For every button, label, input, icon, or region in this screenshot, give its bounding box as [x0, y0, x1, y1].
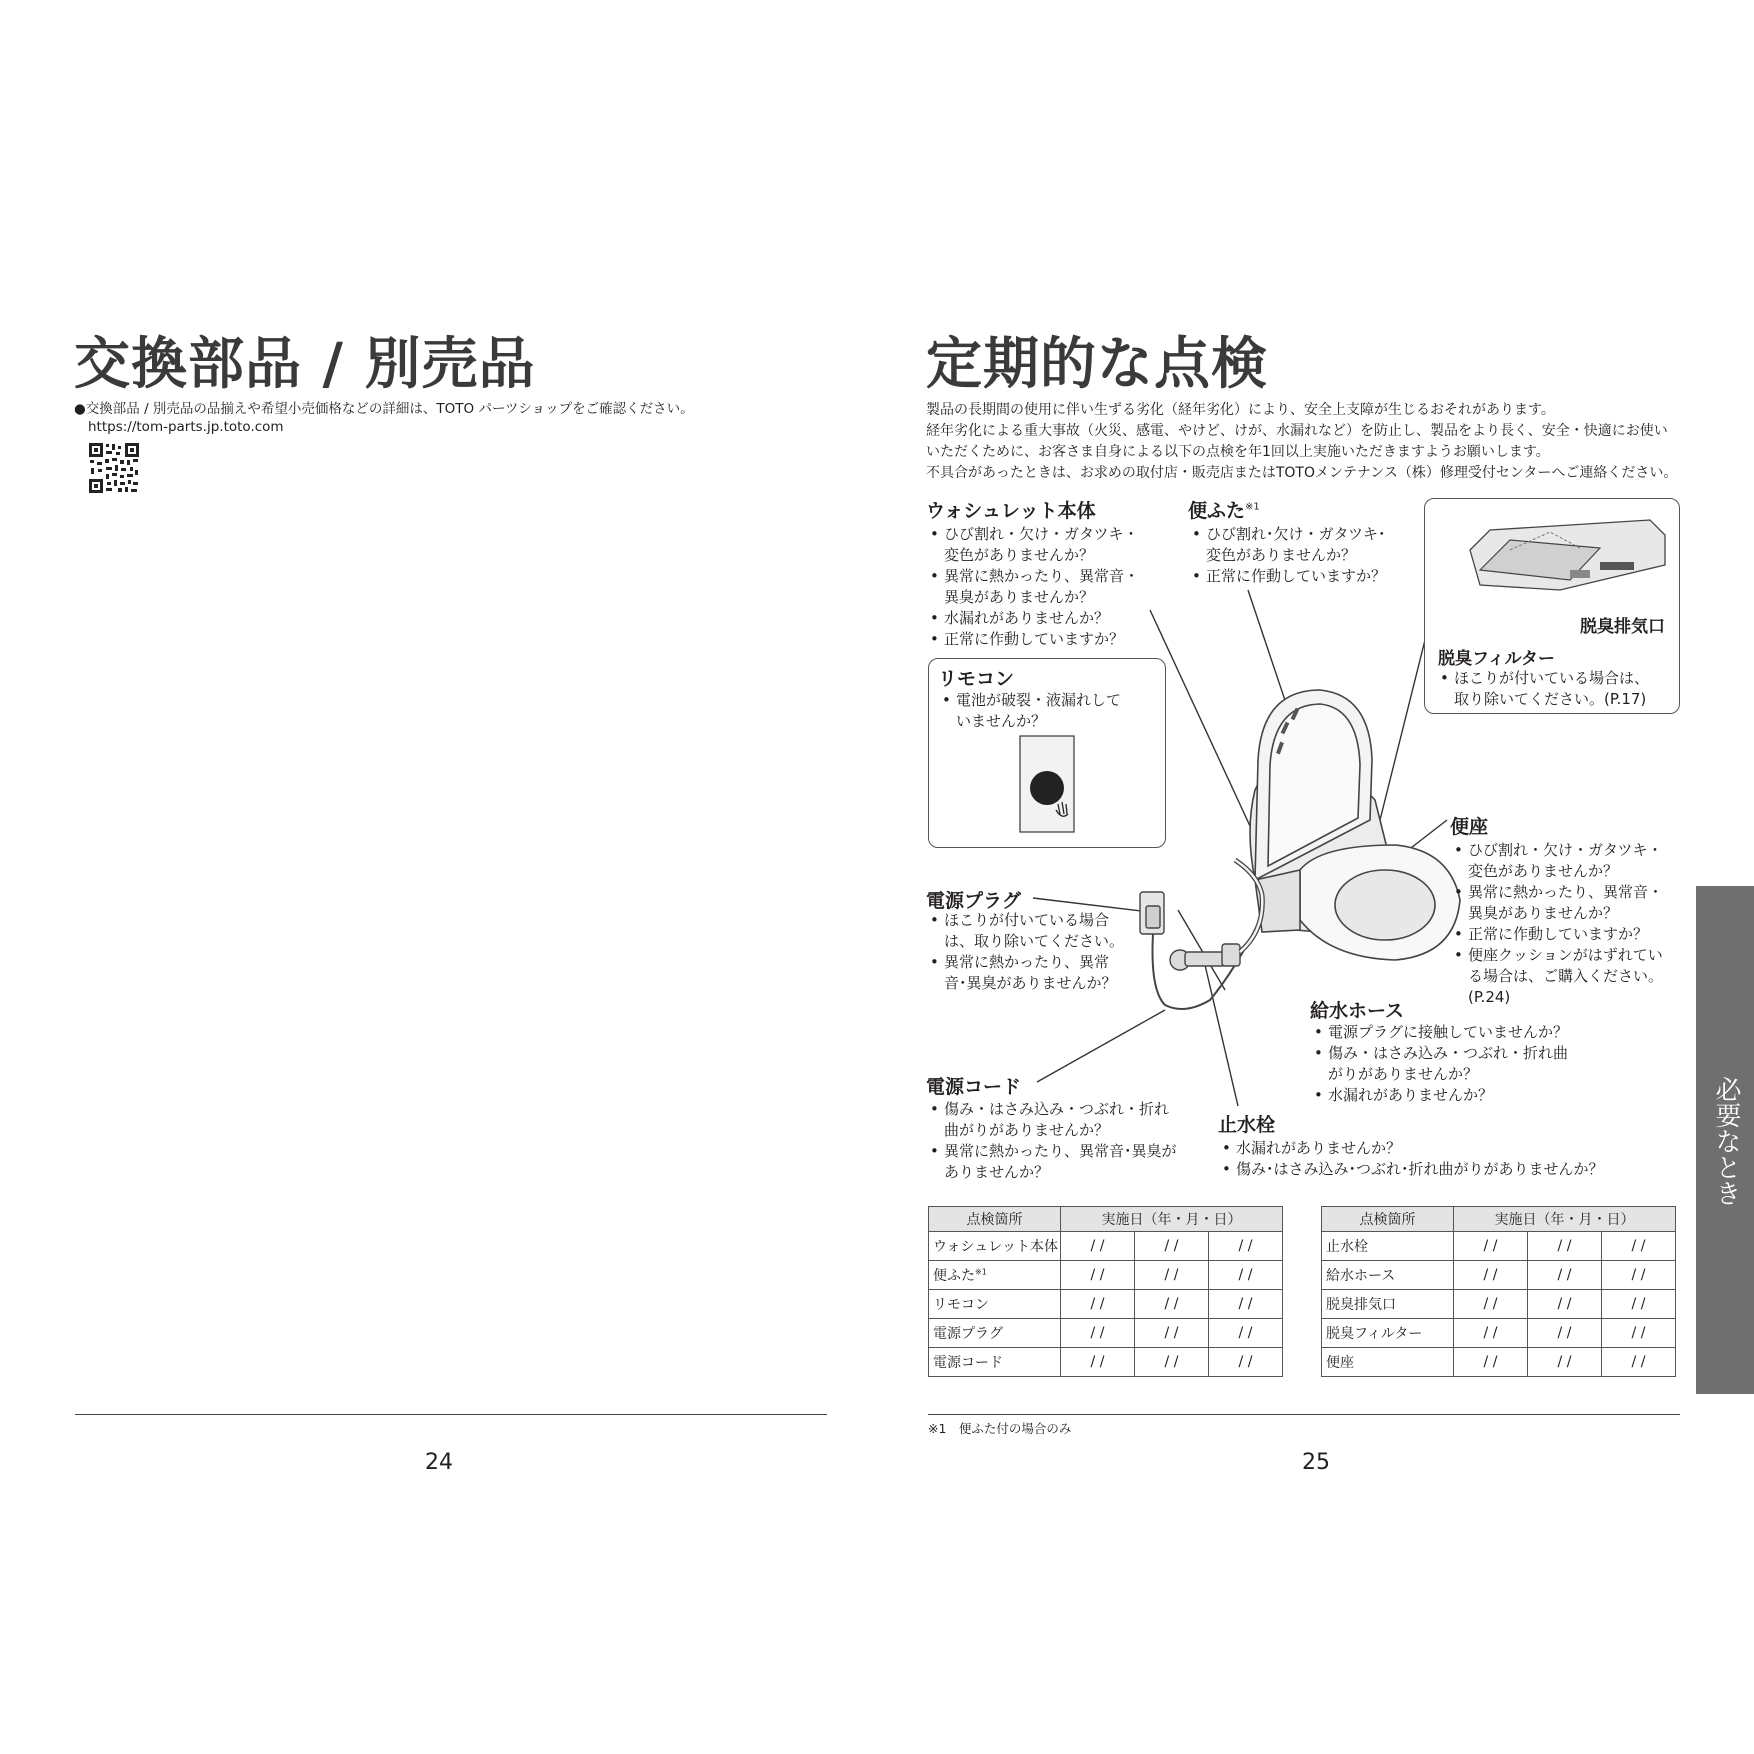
table-row: 給水ホース / / / / / /	[1322, 1261, 1676, 1290]
table-row: ウォシュレット本体 / / / / / /	[929, 1232, 1283, 1261]
qr-code-icon	[88, 442, 140, 494]
outlet-label: 脱臭排気口	[1580, 617, 1665, 637]
intro-text: 製品の長期間の使用に伴い生ずる劣化（経年劣化）により、安全上支障が生じるおそれがあります。 経年劣化による重大事故（火災、感電、やけど、けが、水漏れなど）を防止し、製品をより長く、安全・快適にお使い いただくために、お客さま自身による以下の点検を年1回以上実施いただきますようお願いします。 不具合があったときは、お求めの取付店・販売店またはTOTOメンテナンス（株）修理受付センターへご連絡ください。	[926, 402, 1678, 481]
plug-checklist: • ほこりが付いている場合 は、取り除いてください。 • 異常に熱かったり、異常 音･異臭がありませんか？	[928, 910, 1124, 994]
side-tab[interactable]	[1696, 886, 1754, 1394]
inspection-table-left: 点検箇所 実施日（年・月・日） ウォシュレット本体 / / / / / / 便ふた$^{※1}$ / / / / / / リモコン / / / / / / 電源プラグ / / / / / / 電源コード / / / / / /	[928, 1206, 1283, 1377]
table-row: 脱臭フィルター / / / / / /	[1322, 1319, 1676, 1348]
left-page-number: 24	[425, 1450, 453, 1475]
leader-hose	[1178, 910, 1225, 990]
valve-checklist: • 水漏れがありませんか？ • 傷み･はさみ込み･つぶれ･折れ曲がりがありませんか？	[1220, 1138, 1604, 1180]
plug-heading: 電源プラグ	[926, 890, 1022, 912]
leader-cord	[1037, 1010, 1165, 1082]
hose-heading: 給水ホース	[1310, 1000, 1405, 1022]
lid-footnote-mark: ※1	[1245, 501, 1260, 513]
washlet-checklist: • ひび割れ・欠け・ガタツキ・ 変色がありませんか？ • 異常に熱かったり、異常音・ 異臭がありませんか？ • 水漏れがありませんか？ • 正常に作動していますか？	[928, 524, 1139, 650]
table-row: 便ふた$^{※1}$ / / / / / /	[929, 1261, 1283, 1290]
footnote: ※1 便ふた付の場合のみ	[928, 1421, 1072, 1436]
right-page-number: 25	[1302, 1450, 1330, 1475]
seat-heading: 便座	[1450, 816, 1489, 838]
left-page-title: 交換部品 / 別売品	[74, 332, 536, 397]
table-row: 脱臭排気口 / / / / / /	[1322, 1290, 1676, 1319]
inspection-table-right: 点検箇所 実施日（年・月・日） 止水栓 / / / / / / 給水ホース / / / / / / 脱臭排気口 / / / / / / 脱臭フィルター / / / / / / 便座 / / / / / /	[1321, 1206, 1676, 1377]
seat-checklist: • ひび割れ・欠け・ガタツキ・ 変色がありませんか？ • 異常に熱かったり、異常音・ 異臭がありませんか？ • 正常に作動していますか？ • 便座クッションがはずれてい る場合は、ご購入ください。 (P.24)	[1452, 840, 1663, 1008]
washlet-heading: ウォシュレット本体	[926, 500, 1096, 522]
table-row: 電源コード / / / / / /	[929, 1348, 1283, 1377]
filter-heading: 脱臭フィルター	[1438, 649, 1555, 669]
table-row: リモコン / / / / / /	[929, 1290, 1283, 1319]
cord-checklist: • 傷み・はさみ込み・つぶれ・折れ 曲がりがありませんか？ • 異常に熱かったり、異常音･異臭が ありませんか？	[928, 1099, 1177, 1183]
hose-checklist: • 電源プラグに接触していませんか？ • 傷み・はさみ込み・つぶれ・折れ曲 がりがありませんか？ • 水漏れがありませんか？	[1312, 1022, 1568, 1106]
cord-heading: 電源コード	[926, 1076, 1022, 1098]
left-footer-rule	[75, 1414, 827, 1415]
filter-checklist: • ほこりが付いている場合は、 取り除いてください。(P.17)	[1438, 668, 1649, 710]
remote-heading: リモコン	[938, 668, 1015, 690]
lid-checklist: • ひび割れ･欠け・ガタツキ･ 変色がありませんか？ • 正常に作動していますか？	[1190, 524, 1386, 587]
parts-shop-url[interactable]: https://tom-parts.jp.toto.com	[88, 419, 284, 435]
right-footer-rule	[928, 1414, 1680, 1415]
table-row: 便座 / / / / / /	[1322, 1348, 1676, 1377]
remote-checklist: • 電池が破裂・液漏れして いませんか？	[940, 690, 1121, 732]
deodorizer-unit-icon	[1450, 510, 1670, 600]
table-row: 止水栓 / / / / / /	[1322, 1232, 1676, 1261]
remote-control-icon	[1018, 734, 1078, 834]
lid-heading: 便ふた$^{※1}$	[1188, 500, 1260, 522]
table-row: 電源プラグ / / / / / /	[929, 1319, 1283, 1348]
leader-filter	[1375, 640, 1425, 840]
valve-heading: 止水栓	[1218, 1114, 1276, 1136]
parts-shop-note: ●交換部品 / 別売品の品揃えや希望小売価格などの詳細は、TOTO パーツショップをご確認ください。	[74, 401, 694, 417]
side-tab-label: 必要なとき	[1711, 1076, 1741, 1206]
right-page-title: 定期的な点検	[926, 332, 1268, 397]
